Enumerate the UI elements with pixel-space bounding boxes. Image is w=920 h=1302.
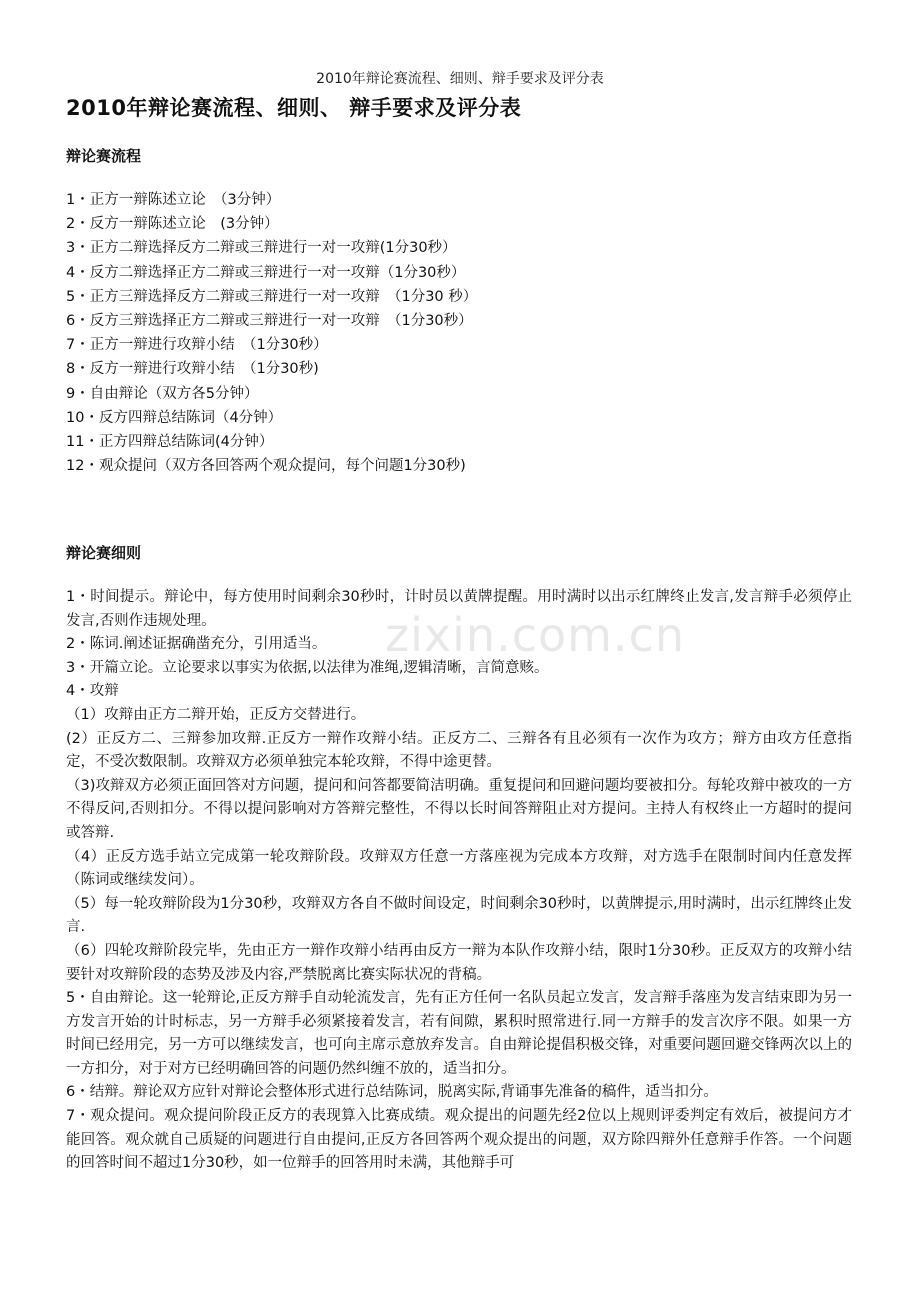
flow-item: 8・反方一辩进行攻辩小结 （1分30秒): [66, 361, 319, 378]
rule-paragraph: 5・自由辩论。这一轮辩论,正反方辩手自动轮流发言，先有正方任何一名队员起立发言，发言辩手落座为发言结束即为另一方发言开始的计时标志，另一方辩手必须紧接着发言，若有间隙，累积时照常进行.同一方辩手的发言次序不限。如果一方时间已经用完，另一方可以继续发言，也可向主席示意放弃发言。自由辩论提倡积极交锋，对重要问题回避交锋两次以上的一方扣分，对于对方已经明确回答的问题仍然纠缠不放的，适当扣分。: [66, 990, 852, 1077]
rule-paragraph: (2）正反方二、三辩参加攻辩.正反方一辩作攻辩小结。正反方二、三辩各有且必须有一次作为攻方；辩方由攻方任意指定，不受次数限制。攻辩双方必须单独完本轮攻辩，不得中途更替。: [66, 730, 852, 771]
flow-item: 5・正方三辩选择反方二辩或三辩进行一对一攻辩 （1分30 秒）: [66, 288, 478, 305]
rules-body: [66, 586, 852, 1176]
flow-list: [66, 188, 856, 478]
running-header: 2010年辩论赛流程、细则、辩手要求及评分表: [316, 71, 604, 87]
flow-item: 7・正方一辩进行攻辩小结 （1分30秒）: [66, 337, 328, 354]
rule-paragraph: 1・时间提示。辩论中，每方使用时间剩余30秒时，计时员以黄牌提醒。用时满时以出示红牌终止发言,发言辩手必须停止发言,否则作违规处理。: [66, 589, 852, 629]
flow-item: 11・正方四辩总结陈词(4分钟）: [66, 433, 274, 450]
flow-item: 3・正方二辩选择反方二辩或三辩进行一对一攻辩(1分30秒）: [66, 240, 457, 257]
flow-item: 1・正方一辩陈述立论 （3分钟）: [66, 192, 281, 208]
flow-item: 10・反方四辩总结陈词（4分钟）: [66, 409, 283, 426]
rule-paragraph: （3)攻辩双方必须正面回答对方问题，提问和问答都要简洁明确。重复提问和回避问题均要被扣分。每轮攻辩中被攻的一方不得反问,否则扣分。不得以提问影响对方答辩完整性，不得以长时间答辩阻止对方提问。主持人有权终止一方超时的提问或答辩.: [66, 777, 852, 841]
document-title: 2010年辩论赛流程、细则、 辩手要求及评分表: [66, 96, 522, 120]
flow-item: 4・反方二辩选择正方二辩或三辩进行一对一攻辩（1分30秒）: [66, 264, 466, 281]
rule-paragraph: 7・观众提问。观众提问阶段正反方的表现算入比赛成绩。观众提出的问题先经2位以上规则评委判定有效后，被提问方才能回答。观众就自己质疑的问题进行自由提问,正反方各回答两个观众提出的问题，双方除四辩外任意辩手作答。一个问题的回答时间不超过1分30秒，如一位辩手的回答用时未满，其他辩手可: [66, 1108, 852, 1172]
flow-heading: 辩论赛流程: [66, 147, 142, 165]
flow-item: 2・反方一辩陈述立论 (3分钟）: [66, 216, 279, 233]
watermark: zixin.com.cn: [385, 608, 686, 662]
rule-paragraph: （5）每一轮攻辩阶段为1分30秒，攻辩双方各自不做时间设定，时间剩余30秒时，以黄牌提示,用时满时，出示红牌终止发言.: [66, 895, 852, 936]
flow-item: 9・自由辩论（双方各5分钟）: [66, 385, 259, 402]
rule-paragraph: 4・攻辩: [66, 683, 119, 700]
rule-paragraph: （1）攻辩由正方二辩开始，正反方交替进行。: [66, 706, 366, 723]
flow-item: 6・反方三辩选择正方二辩或三辩进行一对一攻辩 （1分30秒）: [66, 312, 473, 329]
rules-heading: 辩论赛细则: [66, 544, 142, 562]
flow-item: 12・观众提问（双方各回答两个观众提问，每个问题1分30秒): [66, 458, 466, 475]
rule-paragraph: （6）四轮攻辩阶段完毕，先由正方一辩作攻辩小结再由反方一辩为本队作攻辩小结，限时1分30秒。正反双方的攻辩小结要针对攻辩阶段的态势及涉及内容,严禁脱离比赛实际状况的背稿。: [66, 942, 852, 983]
rule-paragraph: 6・结辩。辩论双方应针对辩论会整体形式进行总结陈词，脱离实际,背诵事先准备的稿件，适当扣分。: [66, 1084, 718, 1101]
rule-paragraph: 2・陈词.阐述证据确凿充分，引用适当。: [66, 636, 327, 653]
rule-paragraph: 3・开篇立论。立论要求以事实为依据,以法律为准绳,逻辑清晰，言简意赅。: [66, 659, 549, 676]
rule-paragraph: （4）正反方选手站立完成第一轮攻辩阶段。攻辩双方任意一方落座视为完成本方攻辩，对方选手在限制时间内任意发挥（陈词或继续发问）。: [66, 848, 852, 889]
